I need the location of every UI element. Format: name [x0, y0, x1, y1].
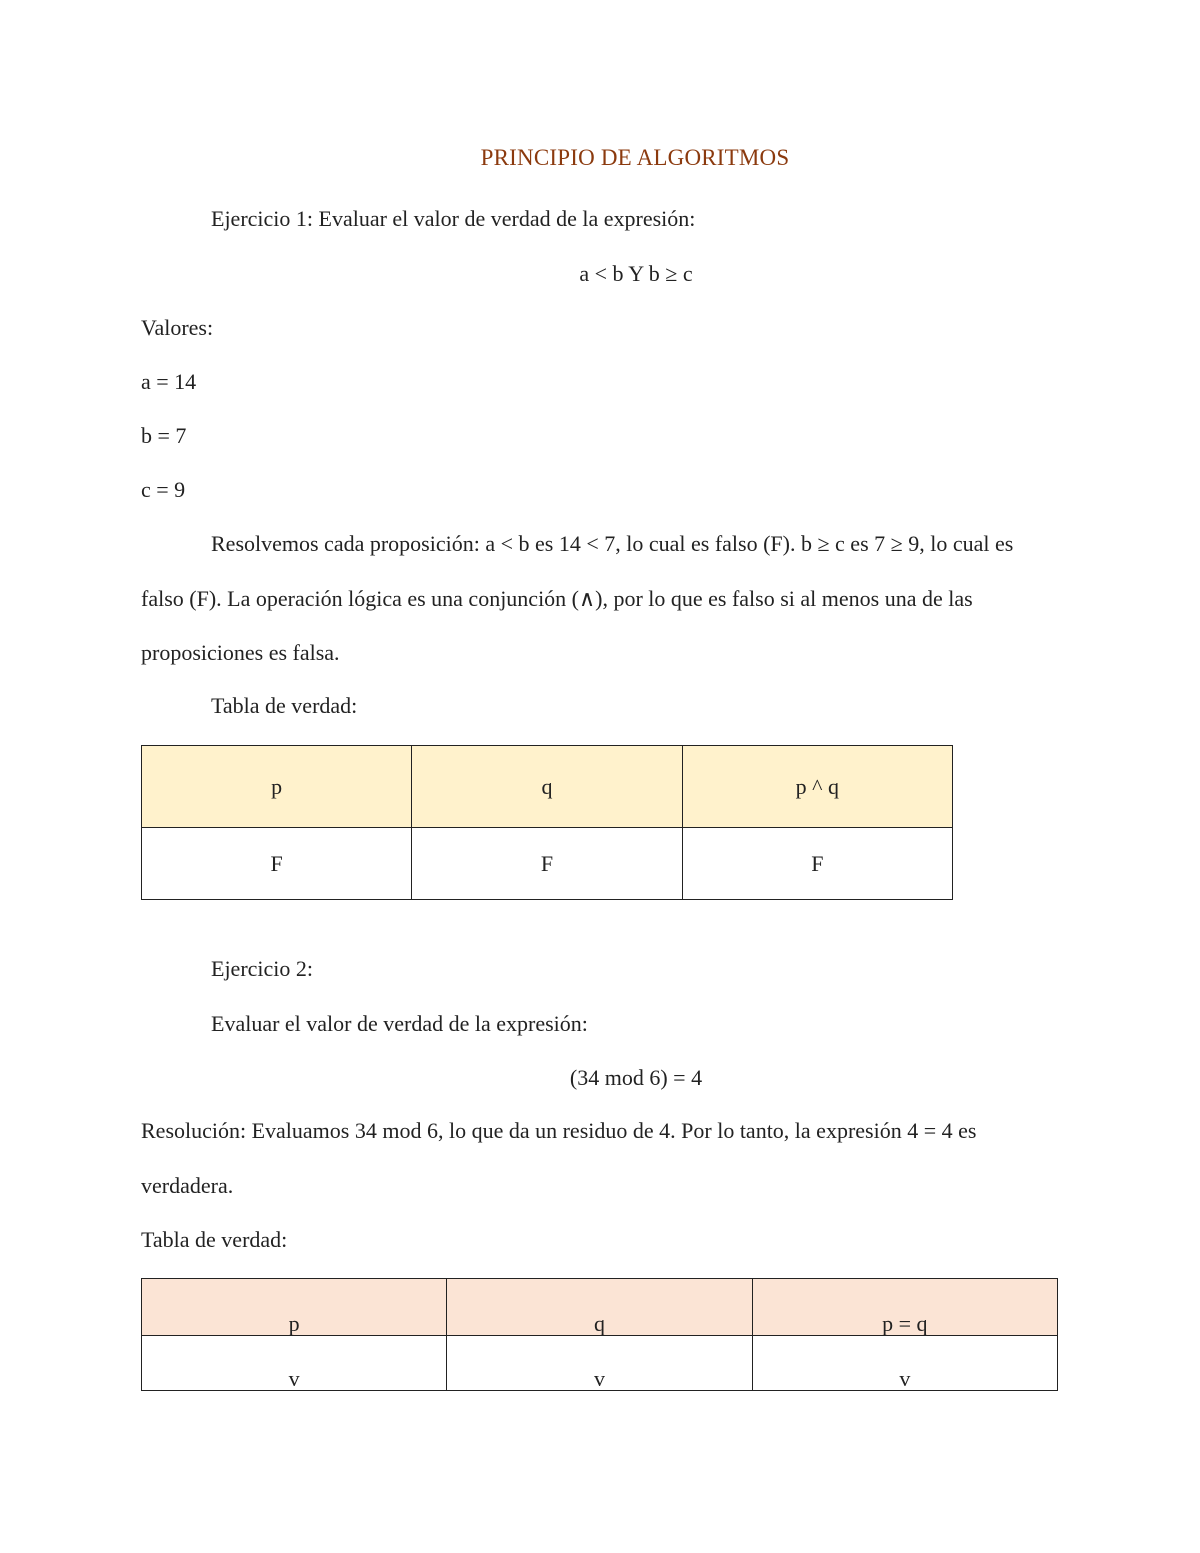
document-title: PRINCIPIO DE ALGORITMOS — [480, 145, 790, 170]
table-header-row — [142, 746, 953, 828]
table-cell: F — [682, 828, 952, 900]
table-cell: v — [447, 1336, 752, 1391]
table-header-cell: p = q — [752, 1279, 1057, 1336]
value-a: a = 14 — [141, 369, 197, 394]
exercise2-resolution: Resolución: Evaluamos 34 mod 6, lo que da un residuo de 4. Por lo tanto, la expresión 4 = 4 es verdadera. — [141, 1118, 977, 1198]
exercise2-intro: Evaluar el valor de verdad de la expresión: — [211, 1011, 588, 1036]
value-c: c = 9 — [141, 477, 186, 502]
table-header-cell: q — [412, 746, 682, 828]
exercise2-table-label: Tabla de verdad: — [141, 1227, 288, 1252]
table-cell: v — [752, 1336, 1057, 1391]
table-header-row — [142, 1279, 1058, 1336]
exercise2-heading: Ejercicio 2: — [211, 956, 314, 981]
table-cell: F — [412, 828, 682, 900]
table-header-cell: p — [142, 1279, 447, 1336]
table-header-cell: q — [447, 1279, 752, 1336]
value-b: b = 7 — [141, 423, 187, 448]
exercise1-expression: a < b Y b ≥ c — [579, 261, 693, 286]
truth-table-2 — [141, 1278, 1058, 1391]
values-label: Valores: — [141, 315, 214, 340]
table-header-cell: p — [142, 746, 412, 828]
table-row — [142, 1336, 1058, 1391]
table-cell: v — [142, 1336, 447, 1391]
table-cell: F — [142, 828, 412, 900]
table-row — [142, 828, 953, 900]
exercise1-table-label: Tabla de verdad: — [211, 693, 358, 718]
table-header-cell: p ^ q — [682, 746, 952, 828]
truth-table-1 — [141, 745, 953, 900]
exercise1-resolution: Resolvemos cada proposición: a < b es 14 < 7, lo cual es falso (F). b ≥ c es 7 ≥ 9, lo cual es falso (F). La operación lógica es una conjunción (∧), por lo que es falso si al menos una de las proposiciones es falsa. — [141, 531, 1014, 665]
exercise2-expression: (34 mod 6) = 4 — [569, 1065, 703, 1090]
exercise1-intro: Ejercicio 1: Evaluar el valor de verdad de la expresión: — [211, 206, 696, 231]
